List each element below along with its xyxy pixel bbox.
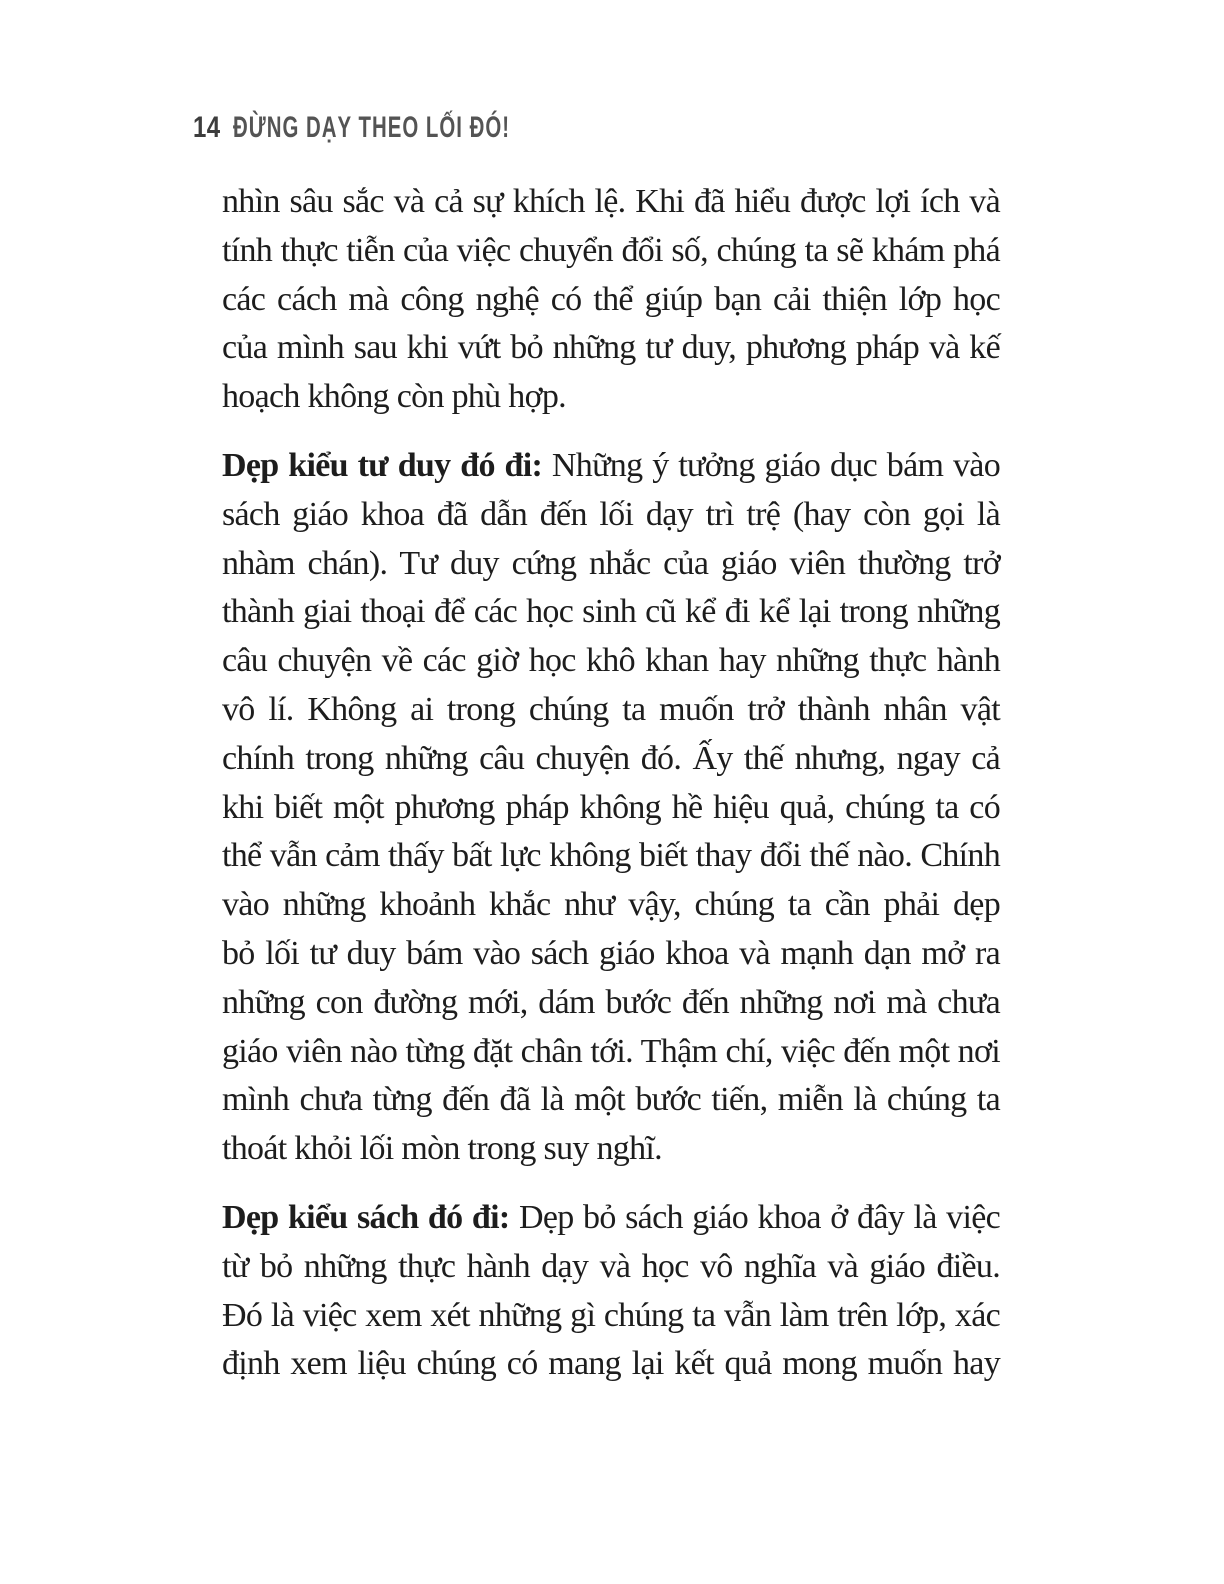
text-line: thoát khỏi lối mòn trong suy nghĩ. xyxy=(222,1130,662,1168)
text-line: nhìn sâu sắc và cả sự khích lệ. Khi đã hiểu được lợi ích và xyxy=(222,183,1000,220)
paragraph-lead: Dẹp kiểu sách đó đi: xyxy=(222,1198,510,1236)
text-line: mình chưa từng đến đã là một bước tiến, miễn là chúng ta xyxy=(222,1081,1000,1119)
paragraph-lead: Dẹp kiểu tư duy đó đi: xyxy=(222,446,543,484)
text-line: câu chuyện về các giờ học khô khan hay những thực hành xyxy=(222,642,1000,680)
text-line: thành giai thoại để các học sinh cũ kể đi kể lại trong những xyxy=(222,593,1000,631)
text-line: tính thực tiễn của việc chuyển đổi số, chúng ta sẽ khám phá xyxy=(222,231,1000,269)
text-line: Dẹp kiểu tư duy đó đi: Những ý tưởng giáo dục bám vào xyxy=(222,446,1000,484)
text-line: vô lí. Không ai trong chúng ta muốn trở thành nhân vật xyxy=(222,690,1000,728)
page-number: 14 xyxy=(193,111,221,144)
text-line: nhàm chán). Tư duy cứng nhắc của giáo viên thường trở xyxy=(222,544,1000,582)
text-line: vào những khoảnh khắc như vậy, chúng ta cần phải dẹp xyxy=(222,886,1000,924)
text-line: từ bỏ những thực hành dạy và học vô nghĩa và giáo điều. xyxy=(222,1247,1000,1285)
text-line: Dẹp kiểu sách đó đi: Dẹp bỏ sách giáo khoa ở đây là việc xyxy=(222,1198,1000,1236)
text-line: của mình sau khi vứt bỏ những tư duy, phương pháp và kế xyxy=(222,329,1000,367)
text-line: sách giáo khoa đã dẫn đến lối dạy trì trệ (hay còn gọi là xyxy=(222,495,1000,533)
text-line: chính trong những câu chuyện đó. Ấy thế nhưng, ngay cả xyxy=(222,739,1000,777)
text-line: định xem liệu chúng có mang lại kết quả mong muốn hay xyxy=(222,1345,1000,1383)
text-body xyxy=(222,178,1000,1389)
text-line: những con đường mới, dám bước đến những nơi mà chưa xyxy=(222,983,1000,1021)
paragraph xyxy=(222,1194,1000,1389)
text-line: bỏ lối tư duy bám vào sách giáo khoa và mạnh dạn mở ra xyxy=(222,934,1000,972)
text-line: thể vẫn cảm thấy bất lực không biết thay đổi thế nào. Chính xyxy=(222,837,1000,875)
running-title: ĐỪNG DẠY THEO LỐI ĐÓ! xyxy=(233,111,511,144)
running-header xyxy=(193,113,641,143)
text-line: Đó là việc xem xét những gì chúng ta vẫn làm trên lớp, xác xyxy=(222,1296,1000,1334)
text-line: khi biết một phương pháp không hề hiệu quả, chúng ta có xyxy=(222,788,1000,826)
paragraph xyxy=(222,442,1000,1174)
text-line: giáo viên nào từng đặt chân tới. Thậm chí, việc đến một nơi xyxy=(222,1032,1000,1070)
text-line: các cách mà công nghệ có thể giúp bạn cải thiện lớp học xyxy=(222,280,1000,318)
paragraph xyxy=(222,178,1000,422)
text-line: hoạch không còn phù hợp. xyxy=(222,378,566,416)
